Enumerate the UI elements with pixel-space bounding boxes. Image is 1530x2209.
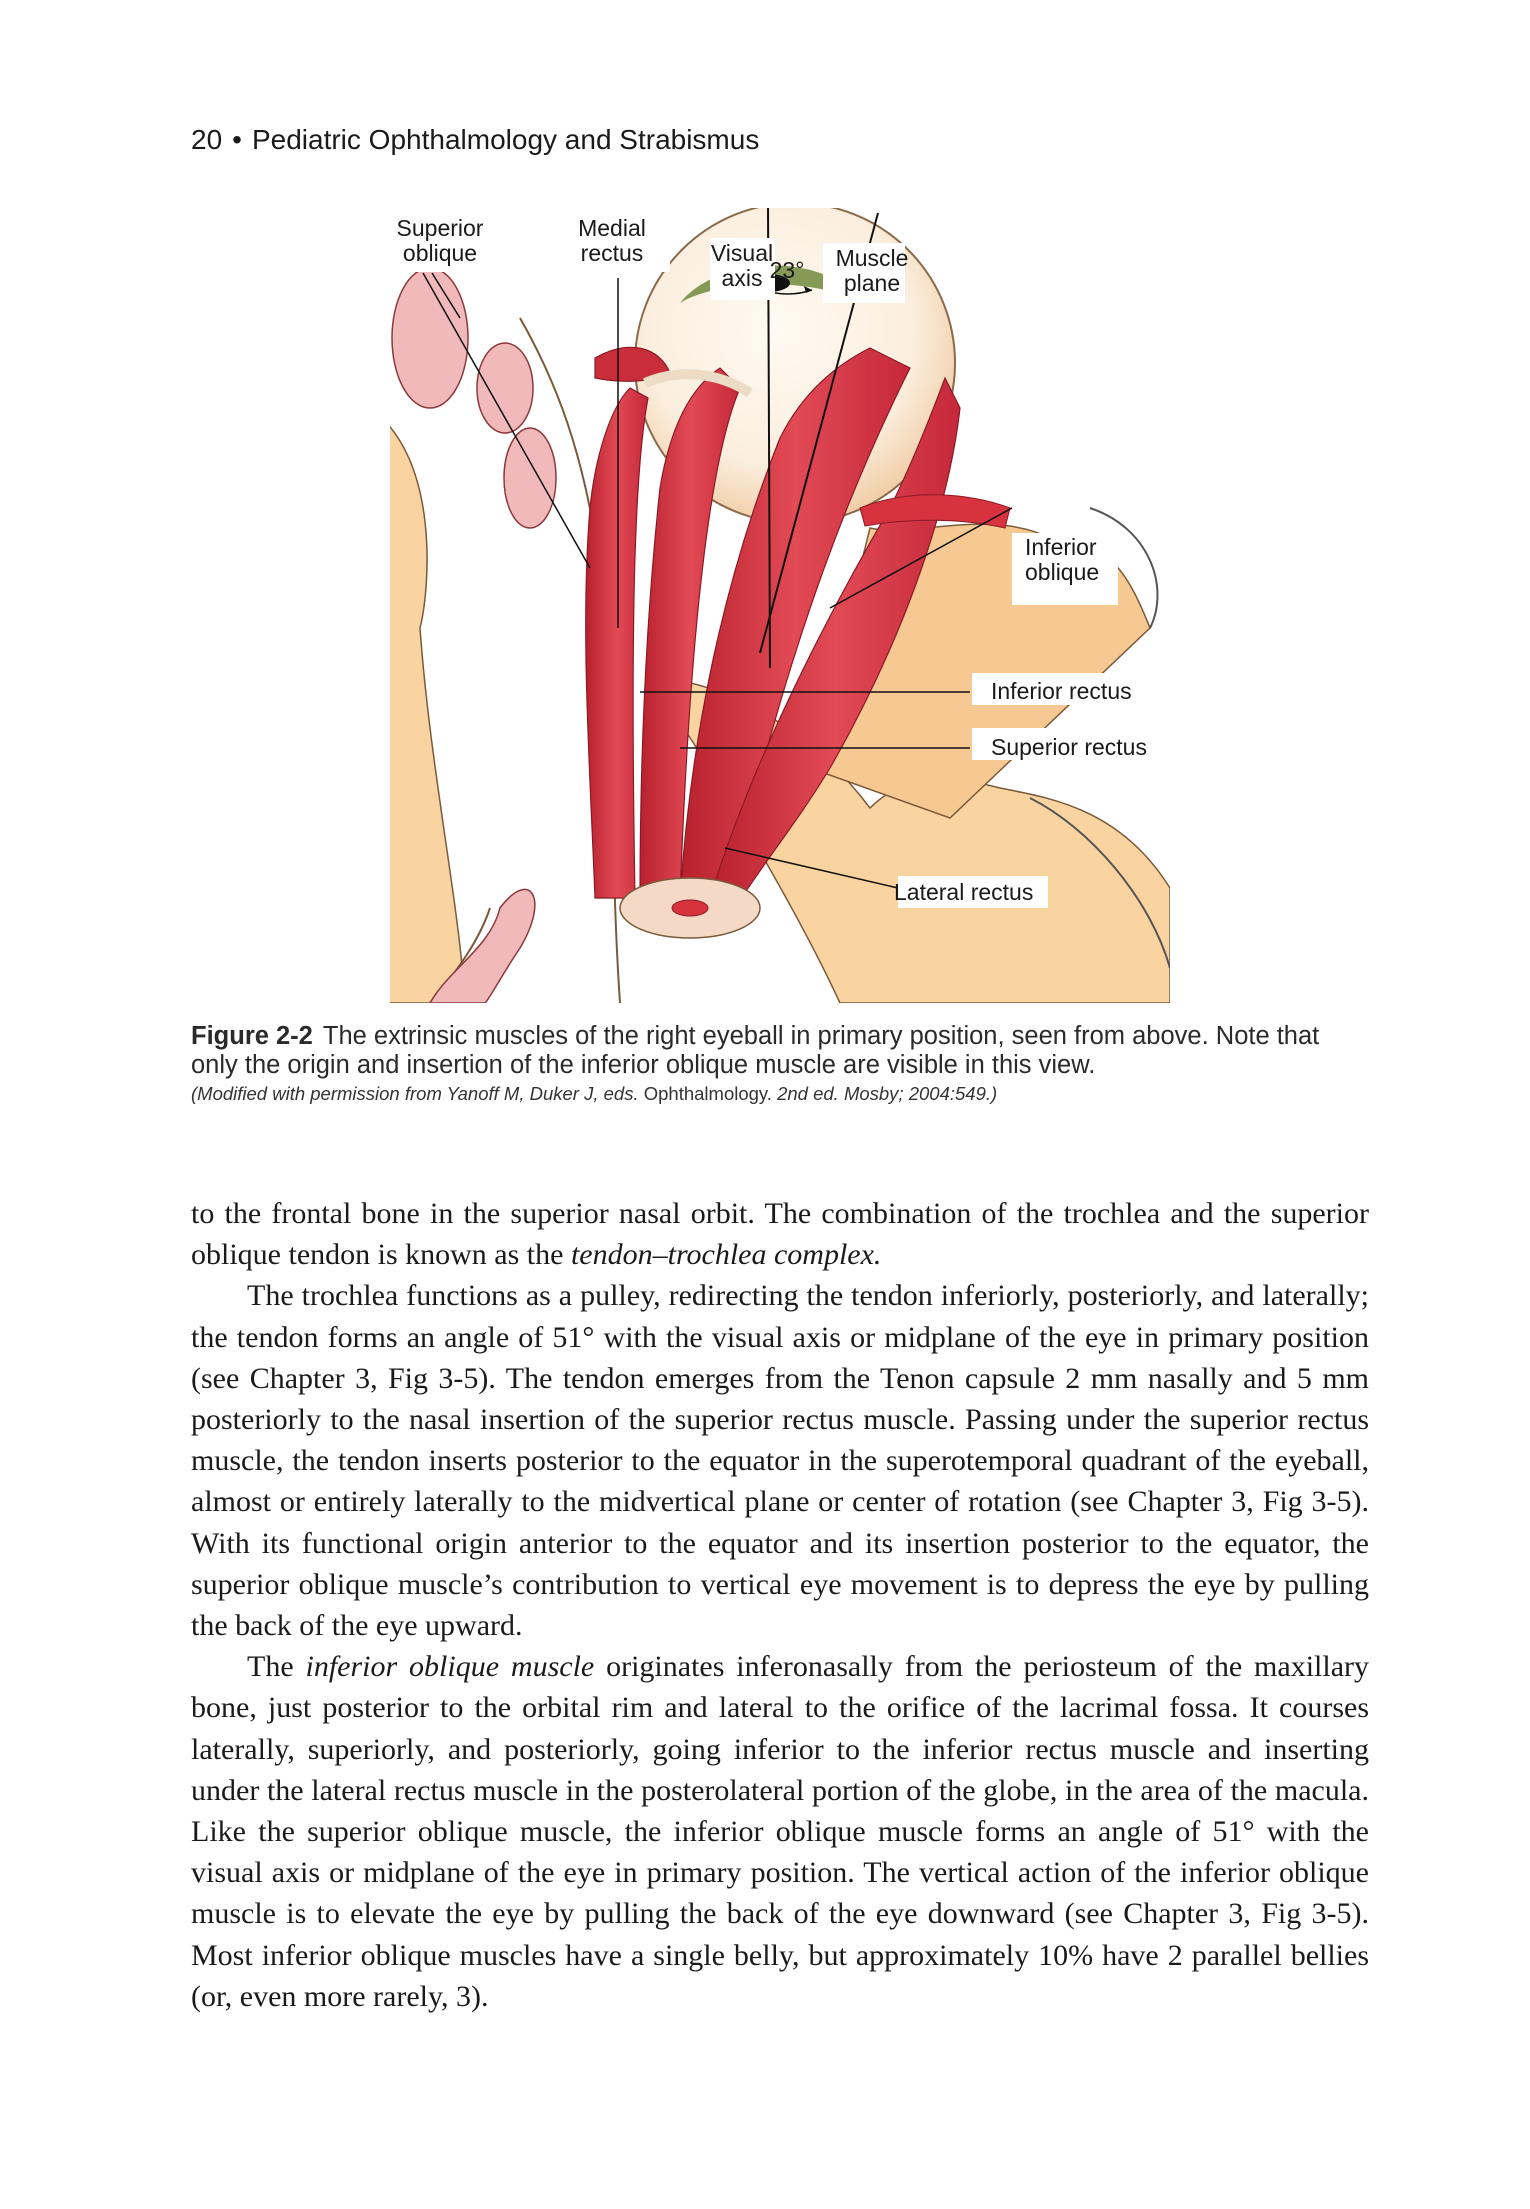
- label-inferior-oblique: Inferior oblique: [1025, 534, 1100, 585]
- optic-canal: [672, 900, 708, 916]
- label-lateral-rectus: Lateral rectus: [894, 879, 1034, 905]
- bone-piece: [477, 343, 533, 433]
- bone-piece: [392, 268, 468, 408]
- bullet-separator: •: [232, 124, 242, 155]
- figure-caption: [191, 1022, 1341, 1107]
- leader-superior-oblique: [423, 273, 590, 568]
- body-text: [191, 1193, 1369, 2017]
- eye-muscle-illustration: [390, 208, 1170, 1003]
- label-muscle-plane: Muscle plane: [835, 245, 909, 296]
- caption-text: The extrinsic muscles of the right eyeball in primary position, seen from above. Note that only the origin and insertion of the inferior oblique muscle are visible in this view.: [191, 1022, 1320, 1079]
- label-inferior-rectus: Inferior rectus: [991, 678, 1132, 704]
- figure-number: Figure 2-2: [191, 1022, 313, 1050]
- paragraph-1: to the frontal bone in the superior nasal orbit. The combination of the trochlea and the superior oblique tendon is known as the tendon–trochlea complex.: [191, 1197, 1369, 1272]
- paragraph-3: The inferior oblique muscle originates inferonasally from the periosteum of the maxillary bone, just posterior to the orbital rim and lateral to the orifice of the lacrimal fossa. It courses laterally, superiorly, and posteriorly, going inferior to the inferior rectus muscle and inserting under the lateral rectus muscle in the posterolateral portion of the globe, in the area of the macula. Like the superior oblique muscle, the inferior oblique muscle forms an angle of 51° with the visual axis or midplane of the eye in primary position. The vertical action of the inferior oblique muscle is to elevate the eye by pulling the back of the eye downward (see Chapter 3, Fig 3-5). Most inferior oblique muscles have a single belly, but approximately 10% have 2 parallel bellies (or, even more rarely, 3).: [191, 1650, 1369, 2013]
- label-medial-rectus: Medial rectus: [578, 215, 646, 266]
- page-number: 20: [191, 124, 223, 155]
- bone-piece: [504, 428, 556, 528]
- paragraph-2: The trochlea functions as a pulley, redirecting the tendon inferiorly, posteriorly, and laterally; the tendon forms an angle of 51° with the visual axis or midplane of the eye in primary position (see Chapter 3, Fig 3-5). The tendon emerges from the Tenon capsule 2 mm nasally and 5 mm posteriorly to the nasal insertion of the superior rectus muscle. Passing under the superior rectus muscle, the tendon inserts posterior to the equator in the superotemporal quadrant of the eyeball, almost or entirely laterally to the midvertical plane or center of rotation (see Chapter 3, Fig 3-5). With its functional origin anterior to the equator and its insertion posterior to the equator, the superior oblique muscle’s contribution to vertical eye movement is to depress the eye by pulling the back of the eye upward.: [191, 1279, 1369, 1643]
- term-inferior-oblique: inferior oblique muscle: [305, 1650, 595, 1684]
- eye-muscle-figure: [390, 208, 1170, 1003]
- running-head: [191, 124, 759, 156]
- label-superior-rectus: Superior rectus: [991, 734, 1147, 760]
- superior-oblique-muscle: [586, 388, 648, 898]
- label-visual-axis: Visual axis: [710, 240, 774, 291]
- orbital-bone-left: [390, 408, 465, 1003]
- label-angle: 23°: [769, 257, 805, 283]
- term-tendon-trochlea: tendon–trochlea complex.: [570, 1238, 882, 1272]
- book-title: Pediatric Ophthalmology and Strabismus: [251, 124, 760, 155]
- label-superior-oblique: Superior oblique: [396, 215, 484, 266]
- figure-credit: (Modified with permission from Yanoff M, Duker J, eds. Ophthalmology. 2nd ed. Mosby; 2004:549.): [191, 1083, 998, 1104]
